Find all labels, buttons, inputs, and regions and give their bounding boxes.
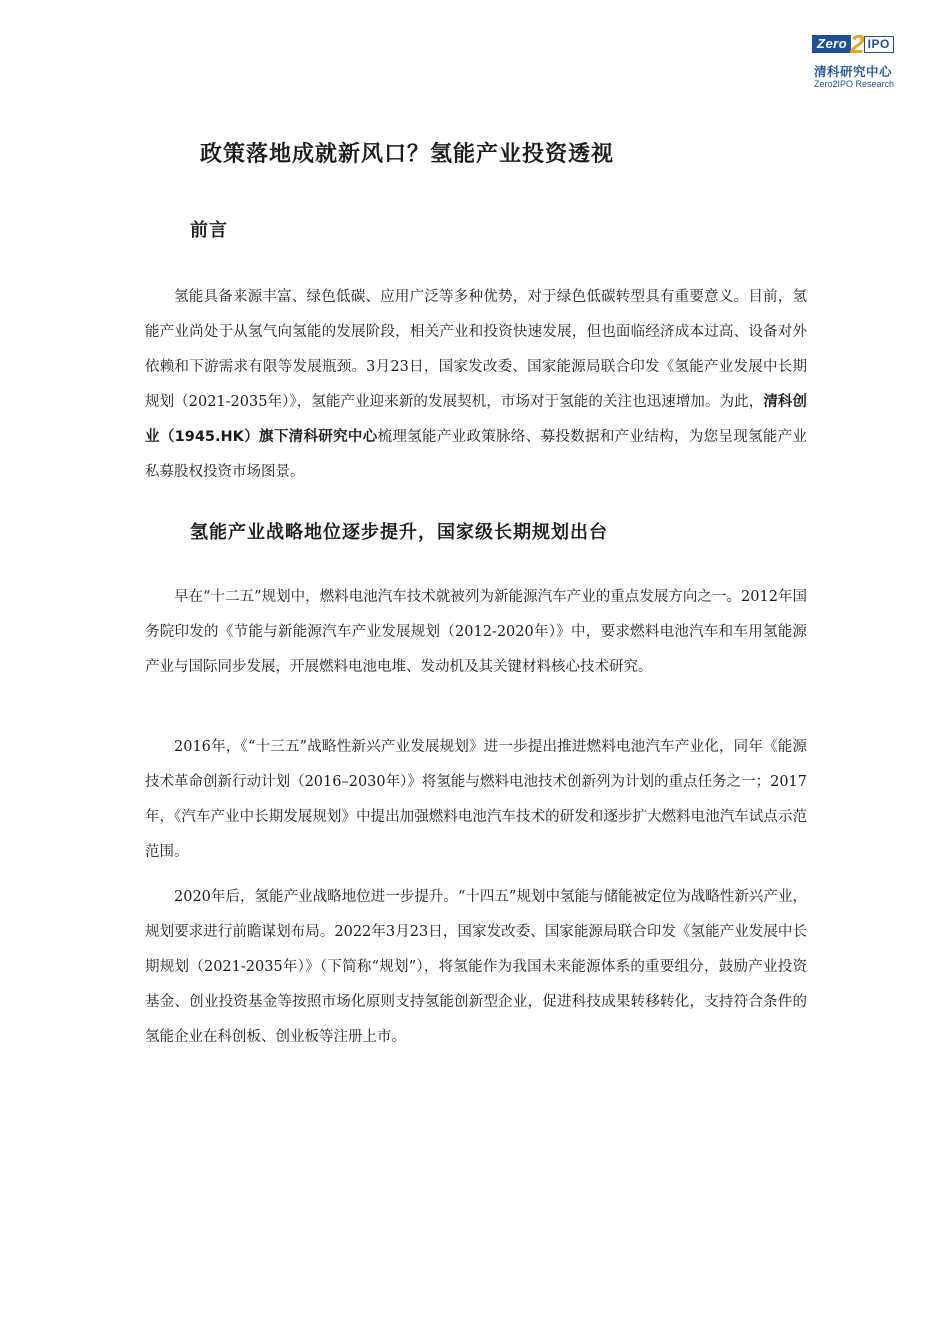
paragraph-preface-text-c: 梳理氢能产业政策脉络、募投数据和产业结构，为您呈现氢能产业私募股权投资市场图景。	[145, 429, 807, 480]
logo-chinese-name: 清科研究中心	[814, 64, 893, 79]
section-heading-strategy: 氢能产业战略地位逐步提升，国家级长期规划出台	[190, 522, 608, 543]
document-title: 政策落地成就新风口？氢能产业投资透视	[200, 142, 615, 167]
zero2ipo-logo	[812, 29, 912, 91]
paragraph-preface	[145, 280, 807, 490]
logo-zero-text: Zero	[812, 35, 851, 53]
paragraph-fourteenth-plan: 2020年后，氢能产业战略地位进一步提升。“十四五”规划中氢能与储能被定位为战略性新兴产业，规划要求进行前瞻谋划布局。2022年3月23日，国家发改委、国家能源局联合印发《氢能产业发展中长期规划（2021-2035年）》（下简称“规划”），将氢能作为我国未来能源体系的重要组分，鼓励产业投资基金、创业投资基金等按照市场化原则支持氢能创新型企业，促进科技成果转移转化，支持符合条件的氢能企业在科创板、创业板等注册上市。	[145, 889, 807, 1045]
paragraph-twelfth-plan: 早在“十二五”规划中，燃料电池汽车技术就被列为新能源汽车产业的重点发展方向之一。2012年国务院印发的《节能与新能源汽车产业发展规划（2012-2020年）》中，要求燃料电池汽车和车用氢能源产业与国际同步发展，开展燃料电池电堆、发动机及其关键材料核心技术研究。	[145, 589, 807, 675]
section-heading-preface: 前言	[190, 220, 228, 241]
logo-mark	[812, 29, 902, 59]
logo-english-name: Zero2IPO Research	[814, 79, 895, 89]
logo-two-text: 2	[850, 29, 865, 59]
logo-ipo-text: IPO	[864, 36, 894, 53]
paragraph-preface-bold: 清科创业（1945.HK）旗下清科研究中心	[145, 394, 808, 445]
paragraph-thirteenth-plan: 2016年，《“十三五”战略性新兴产业发展规划》进一步提出推进燃料电池汽车产业化，同年《能源技术革命创新行动计划（2016–2030年）》将氢能与燃料电池技术创新列为计划的重点任务之一；2017年，《汽车产业中长期发展规划》中提出加强燃料电池汽车技术的研发和逐步扩大燃料电池汽车试点示范范围。	[145, 739, 807, 860]
paragraph-preface-text-a: 氢能具备来源丰富、绿色低碳、应用广泛等多种优势，对于绿色低碳转型具有重要意义。目前，氢能产业尚处于从氢气向氢能的发展阶段，相关产业和投资快速发展，但也面临经济成本过高、设备对外依赖和下游需求有限等发展瓶颈。3月23日，国家发改委、国家能源局联合印发《氢能产业发展中长期规划（2021-2035年）》，氢能产业迎来新的发展契机，市场对于氢能的关注也迅速增加。为此，	[145, 289, 807, 410]
